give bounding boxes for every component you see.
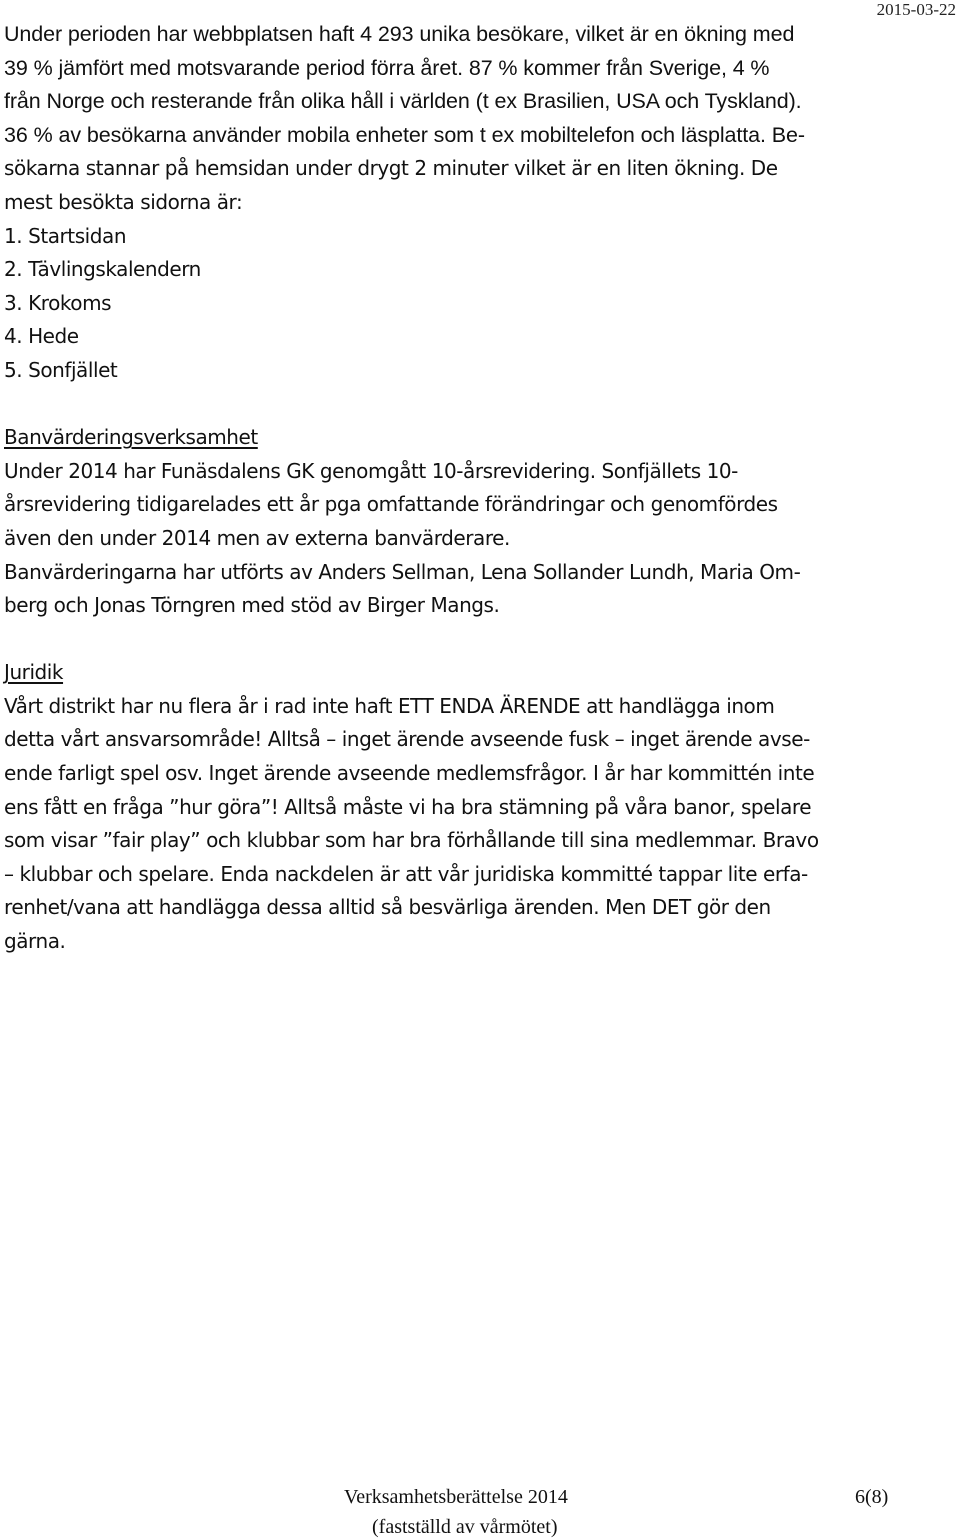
text-line: 36 % av besökarna använder mobila enheter som t ex mobiltelefon och läsplatta. Be- (4, 122, 805, 147)
document-date: 2015-03-22 (876, 0, 956, 19)
text-line: Banvärderingarna har utförts av Anders Sellman, Lena Sollander Lundh, Maria Om- (4, 559, 801, 584)
text-line: från Norge och resterande från olika håll i världen (t ex Brasilien, USA och Tyskland). (4, 89, 802, 114)
text-line: ende farligt spel osv. Inget ärende avseende medlemsfrågor. I år har kommittén inte (4, 761, 815, 786)
text-line: Under 2014 har Funäsdalens GK genomgått 10-årsrevidering. Sonfjällets 10- (4, 458, 738, 483)
text-line: sökarna stannar på hemsidan under drygt 2 minuter vilket är en liten ökning. De (4, 156, 778, 181)
section-heading: Juridik (4, 660, 64, 685)
list-item: 1. Startsidan (4, 223, 127, 248)
text-line: årsrevidering tidigarelades ett år pga omfattande förändringar och genomfördes (4, 492, 778, 517)
text-line: detta vårt ansvarsområde! Alltså – inget ärende avseende fusk – inget ärende avse- (4, 727, 810, 752)
text-line: ens fått en fråga ”hur göra”! Alltså måste vi ha bra stämning på våra banor, spelare (4, 794, 812, 819)
page-number: 6(8) (855, 1486, 889, 1508)
list-item: 2. Tävlingskalendern (4, 257, 201, 282)
footer-subtitle: (fastställd av vårmötet) (372, 1516, 558, 1538)
text-line: – klubbar och spelare. Enda nackdelen är att vår juridiska kommitté tappar lite erfa- (4, 861, 808, 886)
text-line: Vårt distrikt har nu flera år i rad inte haft ETT ENDA ÄRENDE att handlägga inom (4, 693, 775, 718)
text-line: Under perioden har webbplatsen haft 4 293 unika besökare, vilket är en ökning med (4, 22, 795, 46)
top-pages-list (4, 220, 956, 388)
document-body (4, 18, 956, 959)
list-item: 3. Krokoms (4, 290, 112, 315)
course-rating-section (4, 421, 956, 623)
visitors-paragraph (4, 18, 956, 220)
section-heading: Banvärderingsverksamhet (4, 425, 258, 450)
text-line: mest besökta sidorna är: (4, 189, 243, 214)
text-line: gärna. (4, 929, 66, 954)
legal-section (4, 656, 956, 958)
footer-title: Verksamhetsberättelse 2014 (344, 1486, 568, 1508)
text-line: som visar ”fair play” och klubbar som har bra förhållande till sina medlemmar. Bravo (4, 828, 819, 853)
text-line: renhet/vana att handlägga dessa alltid så besvärliga ärenden. Men DET gör den (4, 895, 771, 920)
text-line: berg och Jonas Törngren med stöd av Birger Mangs. (4, 593, 500, 618)
text-line: även den under 2014 men av externa banvärderare. (4, 525, 510, 550)
list-item: 4. Hede (4, 324, 79, 349)
list-item: 5. Sonfjället (4, 357, 118, 382)
text-line: 39 % jämfört med motsvarande period förra året. 87 % kommer från Sverige, 4 % (4, 55, 770, 80)
